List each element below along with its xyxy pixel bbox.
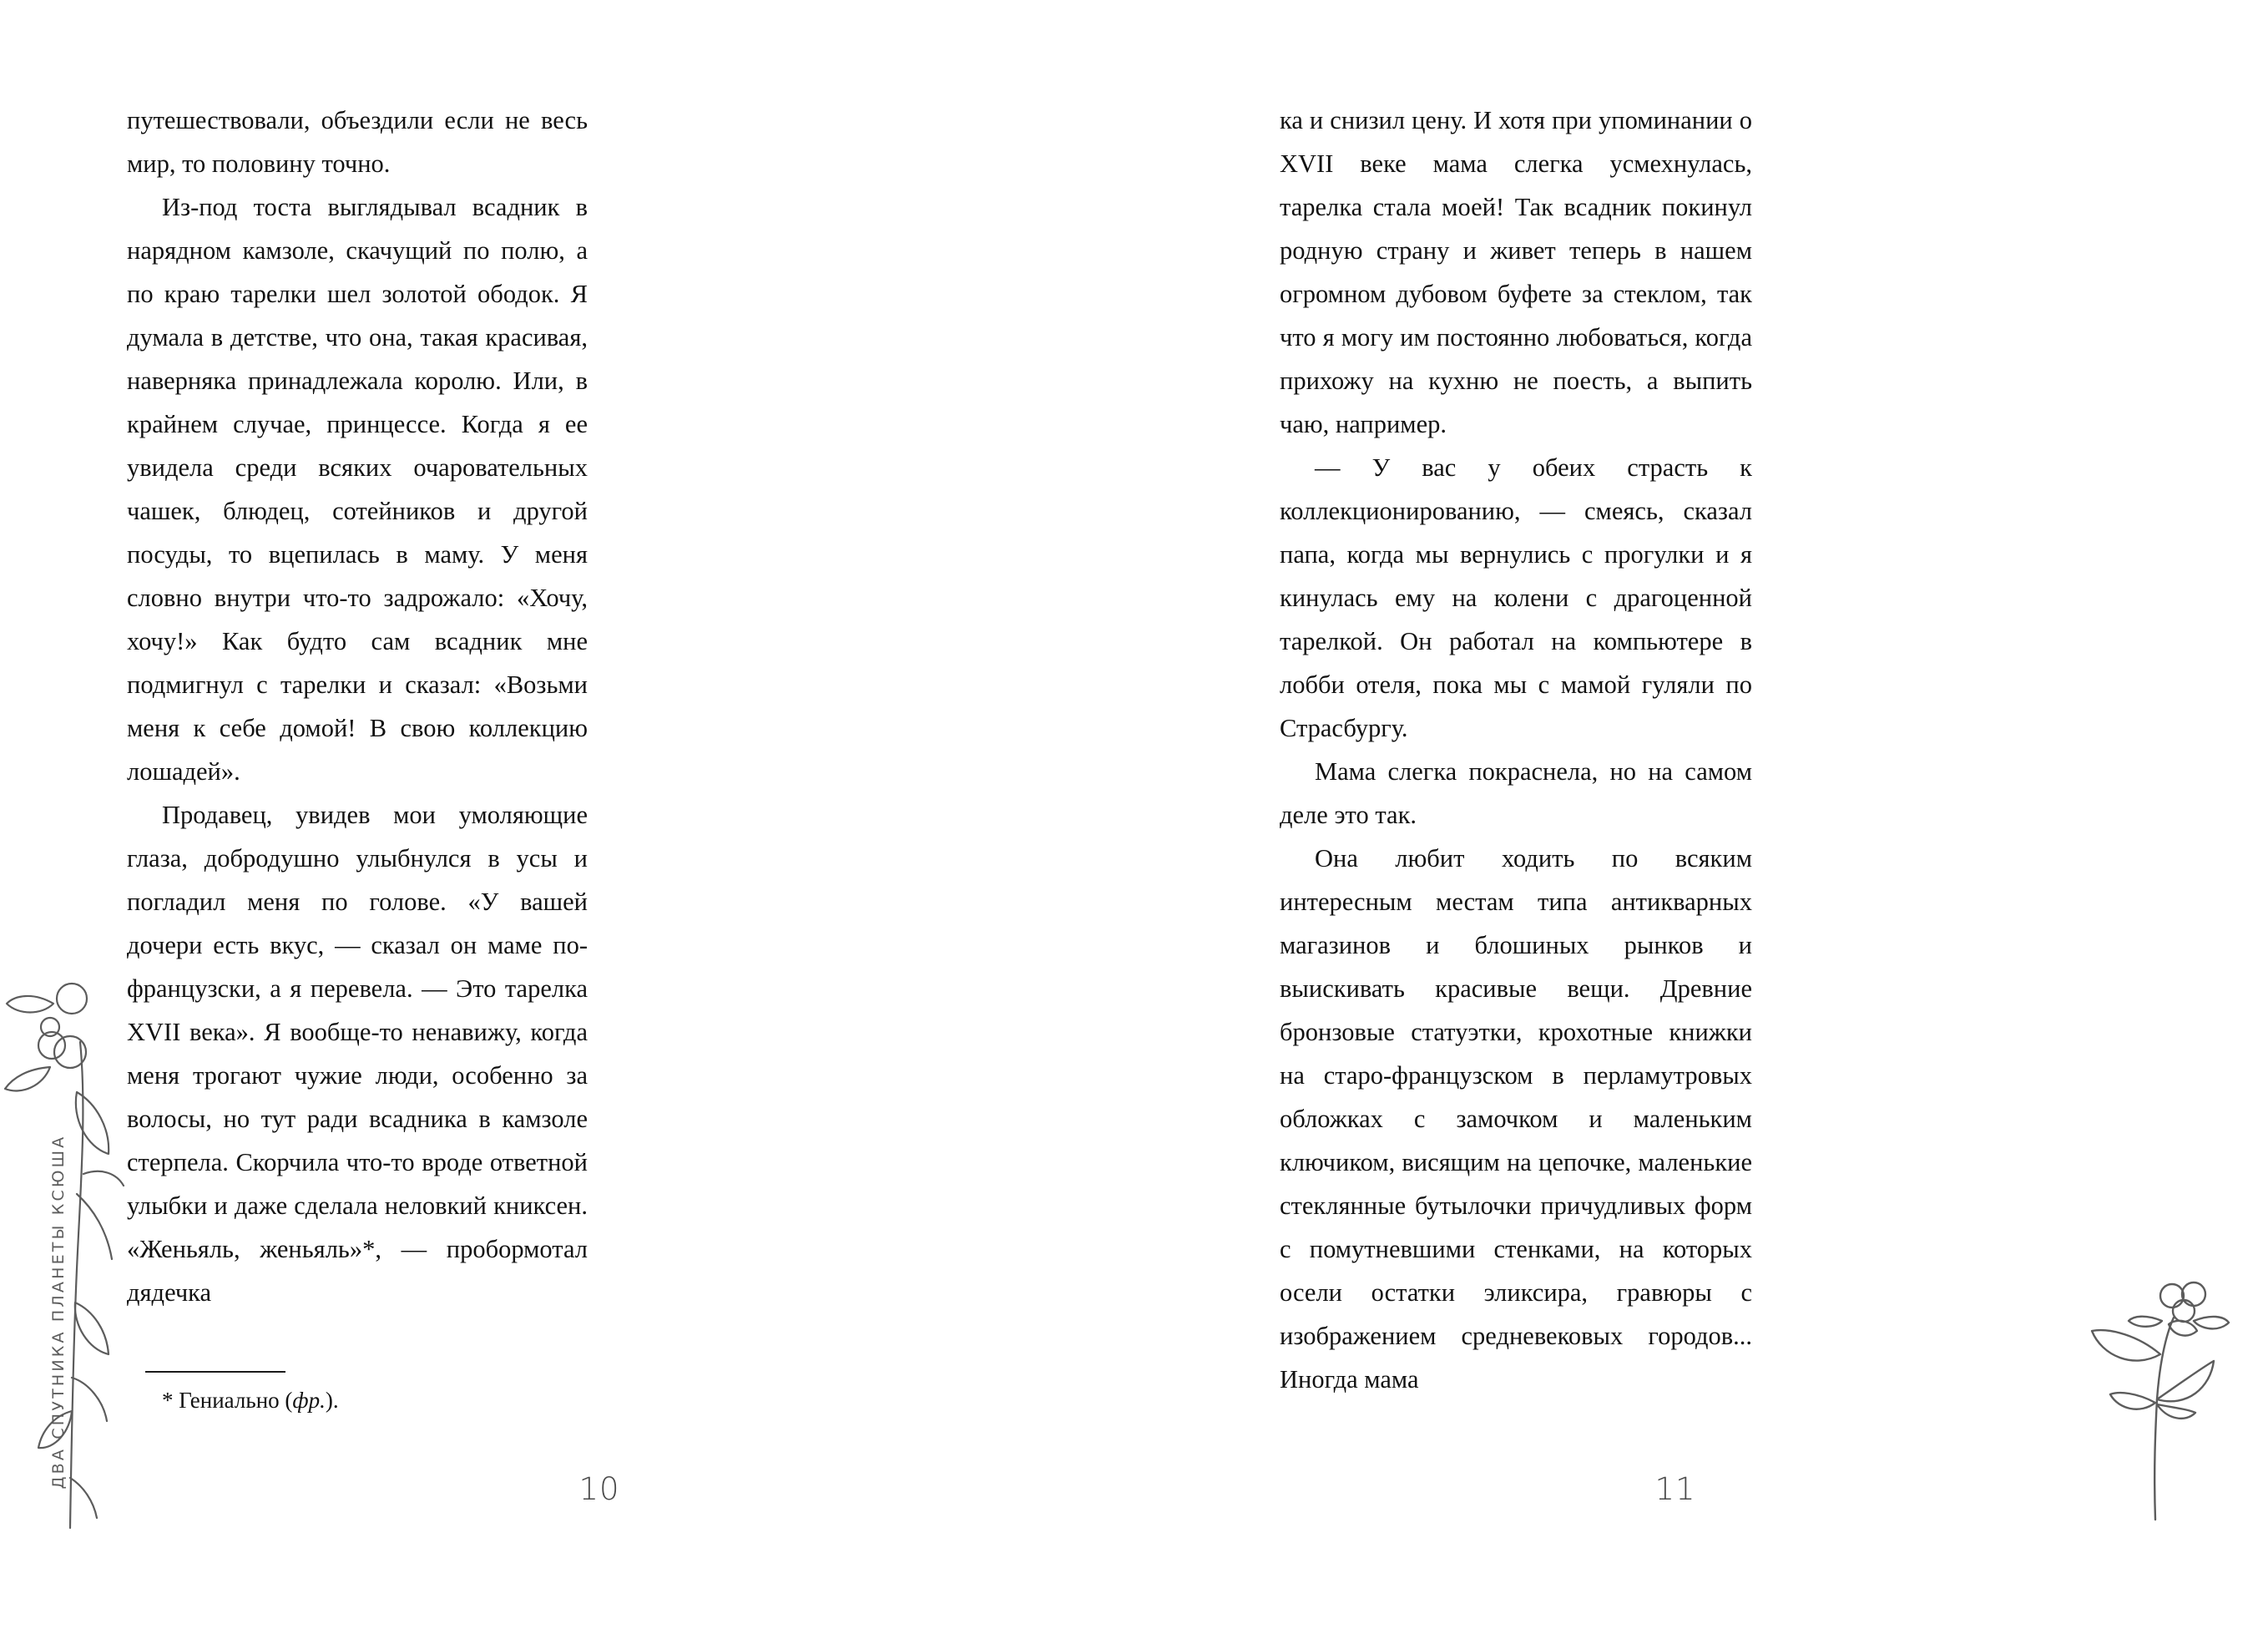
right-page-text-column bbox=[1280, 99, 1752, 1401]
footnote-marker: * bbox=[162, 1388, 174, 1413]
paragraph: ка и снизил цену. И хотя при упоминании о XVII веке мама слегка усмехнулась, тарелка стала моей! Так всадник покинул родную страну и живет теперь в нашем огромном дубовом буфете за стеклом, так что я могу им постоянно любоваться, когда прихожу на кухню не поесть, а выпить чаю, например. bbox=[1280, 106, 1752, 438]
left-page-text-column bbox=[127, 99, 588, 1314]
paragraph: путешествовали, объездили если не весь мир, то половину точно. bbox=[127, 106, 588, 178]
flower-sprig-ornament-icon bbox=[2062, 1244, 2262, 1595]
footnote-paren-open: ( bbox=[285, 1388, 293, 1413]
paragraph: Она любит ходить по всяким интересным местам типа антикварных магазинов и блошиных рынков и выискивать красивые вещи. Древние бронзовые статуэтки, крохотные книжки на старо-французском в перламутровых обложках с замочком и маленьким ключиком, висящим на цепочке, маленькие стеклянные бутылочки причудливых форм с помутневшими стенками, на которых осели остатки эликсира, гравюры с изображением средневековых городов... Иногда мама bbox=[1280, 844, 1752, 1394]
footnote-paren-close: ). bbox=[325, 1388, 339, 1413]
footnote-text bbox=[127, 1384, 588, 1416]
footnote-block bbox=[127, 1371, 588, 1416]
footnote-translation: Гениально bbox=[179, 1388, 280, 1413]
spine-branch-ornament-icon bbox=[0, 943, 125, 1578]
page-number-right: 11 bbox=[1654, 1471, 1696, 1507]
footnote-separator-rule bbox=[145, 1371, 285, 1373]
paragraph: — У вас у обеих страсть к коллекционированию, — смеясь, сказал папа, когда мы вернулись с прогулки и я кинулась ему на колени с драгоценной тарелкой. Он работал на компьютере в лобби отеля, пока мы с мамой гуляли по Страсбургу. bbox=[1280, 453, 1752, 742]
page-number-left: 10 bbox=[578, 1471, 620, 1507]
spine-title: ДВА СПУТНИКА ПЛАНЕТЫ КСЮША bbox=[49, 1134, 68, 1490]
paragraph: Продавец, увидев мои умоляющие глаза, добродушно улыбнулся в усы и погладил меня по голове. «У вашей дочери есть вкус, — сказал он маме по-французски, а я перевела. — Это тарелка XVII века». Я вообще-то ненавижу, когда меня трогают чужие люди, особенно за волосы, но тут ради всадника в камзоле стерпела. Скорчила что-то вроде ответной улыбки и даже сделала неловкий книксен. «Женьяль, женьяль»*, — пробормотал дядечка bbox=[127, 801, 588, 1307]
paragraph: Из-под тоста выглядывал всадник в нарядном камзоле, скачущий по полю, а по краю тарелки шел золотой ободок. Я думала в детстве, что она, такая красивая, наверняка принадлежала королю. Или, в крайнем случае, принцессе. Когда я ее увидела среди всяких очаровательных чашек, блюдец, сотейников и другой посуды, то вцепилась в маму. У меня словно внутри что-то задрожало: «Хочу, хочу!» Как будто сам всадник мне подмигнул с тарелки и сказал: «Возьми меня к себе домой! В свою коллекцию лошадей». bbox=[127, 193, 588, 786]
footnote-language-abbr: фр. bbox=[292, 1388, 326, 1413]
paragraph: Мама слегка покраснела, но на самом деле это так. bbox=[1280, 757, 1752, 829]
